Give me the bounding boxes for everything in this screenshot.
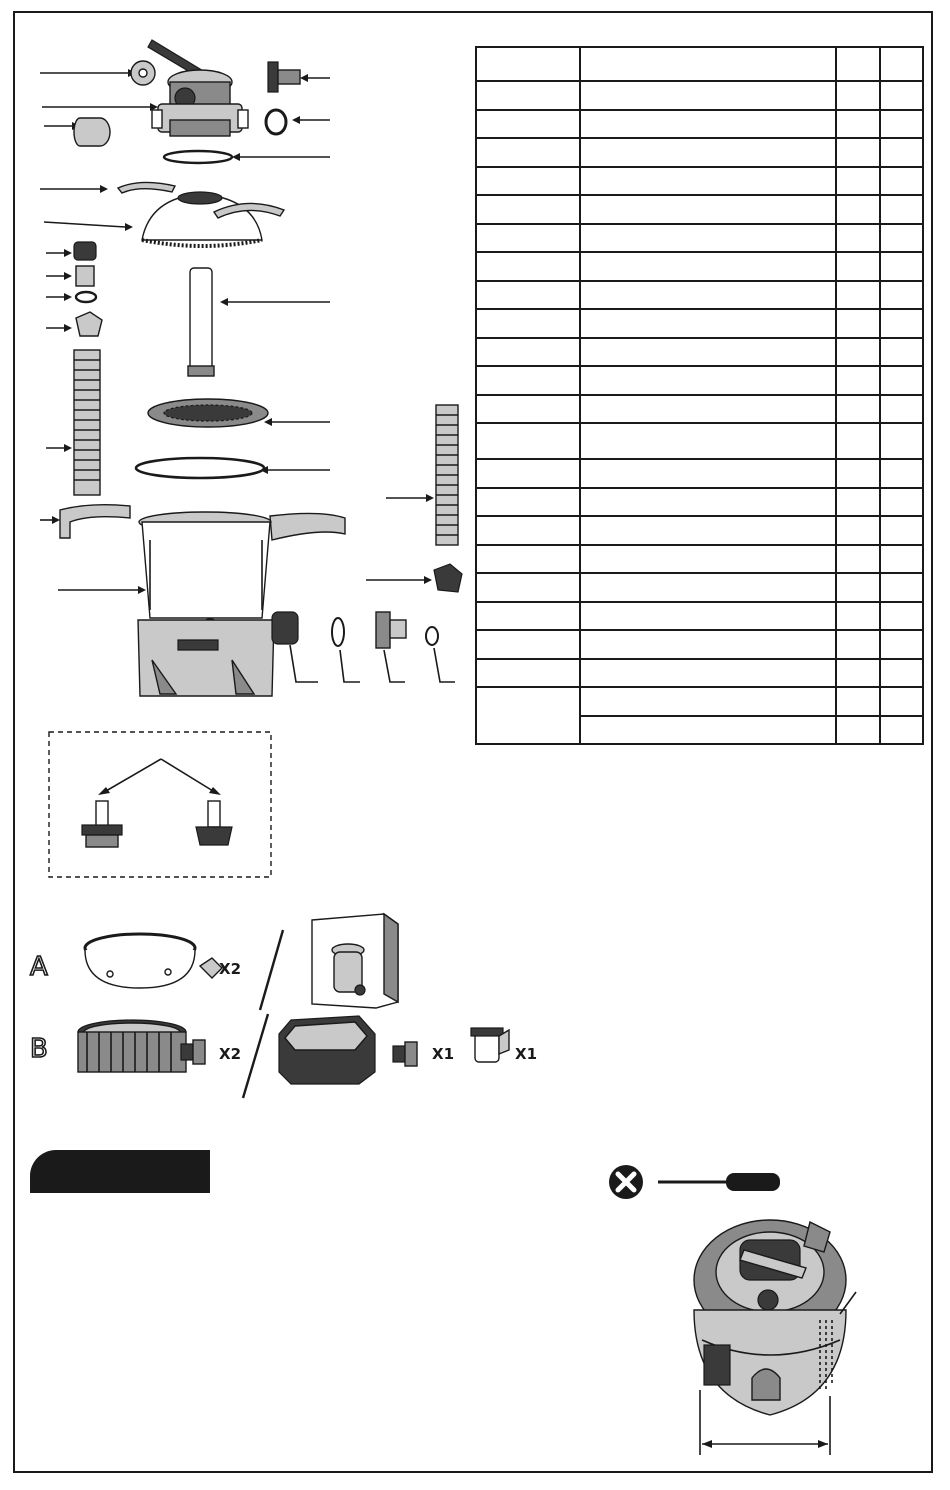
parts-table-cell (880, 195, 923, 224)
parts-table-cell (476, 110, 580, 139)
parts-table-cell (880, 687, 923, 716)
parts-table-cell (580, 138, 836, 167)
parts-table-row (476, 281, 923, 310)
parts-table-cell (880, 252, 923, 281)
parts-table-cell (476, 366, 580, 395)
parts-table-row (476, 224, 923, 253)
parts-table-row (476, 602, 923, 631)
parts-table-cell (476, 81, 580, 110)
parts-table-cell (580, 573, 836, 602)
option-a-illustrations (80, 910, 500, 1010)
hose-left (74, 350, 100, 495)
parts-table-cell (580, 630, 836, 659)
parts-table-cell (880, 459, 923, 488)
parts-table-cell (580, 516, 836, 545)
filter-lid (118, 182, 284, 246)
parts-table-cell (580, 224, 836, 253)
parts-table-cell (580, 338, 836, 367)
parts-table-cell (880, 423, 923, 459)
parts-table-cell (836, 338, 880, 367)
parts-table-cell (476, 602, 580, 631)
parts-table-cell (880, 309, 923, 338)
parts-table-cell (580, 309, 836, 338)
parts-table-row (476, 138, 923, 167)
parts-table-cell (476, 573, 580, 602)
parts-table-row (476, 516, 923, 545)
parts-table-cell (880, 110, 923, 139)
parts-table-cell (880, 659, 923, 688)
parts-table-cell (836, 252, 880, 281)
parts-table-cell (476, 224, 580, 253)
parts-table-cell (580, 459, 836, 488)
parts-table-cell (580, 716, 836, 745)
parts-table-row (476, 687, 923, 716)
parts-table-cell (880, 366, 923, 395)
parts-table-cell (836, 516, 880, 545)
parts-table-cell (880, 281, 923, 310)
parts-table-cell (476, 516, 580, 545)
parts-table-row (476, 110, 923, 139)
parts-table-cell (880, 338, 923, 367)
parts-table-cell (476, 659, 580, 688)
parts-table-row (476, 573, 923, 602)
parts-table-cell (580, 659, 836, 688)
parts-table-cell (880, 716, 923, 745)
parts-table-row (476, 545, 923, 574)
parts-table-cell (476, 687, 580, 744)
option-a-qty: X2 (219, 960, 242, 978)
parts-table-cell (580, 47, 836, 81)
parts-table-cell (880, 138, 923, 167)
parts-table-cell (880, 545, 923, 574)
parts-table-row (476, 81, 923, 110)
parts-table-row (476, 659, 923, 688)
parts-table-cell (836, 110, 880, 139)
parts-table-cell (580, 602, 836, 631)
parts-table-cell (476, 423, 580, 459)
parts-table-cell (476, 138, 580, 167)
parts-table-row (476, 195, 923, 224)
parts-table-cell (836, 687, 880, 716)
adapter-detail-box (48, 731, 273, 879)
section-header-tab (30, 1150, 210, 1193)
parts-table-cell (836, 81, 880, 110)
parts-table-cell (836, 138, 880, 167)
hose-right (436, 405, 458, 545)
parts-table-cell (836, 459, 880, 488)
option-b-qty-1: X2 (219, 1045, 242, 1063)
parts-table-cell (836, 630, 880, 659)
parts-table-cell (580, 195, 836, 224)
parts-table-row (476, 338, 923, 367)
parts-table-cell (836, 224, 880, 253)
parts-table-cell (580, 545, 836, 574)
parts-table-cell (476, 167, 580, 196)
parts-table-cell (880, 573, 923, 602)
parts-table-cell (836, 602, 880, 631)
parts-table-row (476, 423, 923, 459)
parts-table-cell (880, 224, 923, 253)
parts-table-cell (476, 195, 580, 224)
parts-table-cell (476, 338, 580, 367)
parts-table-row (476, 366, 923, 395)
option-b-qty-3: X1 (515, 1045, 538, 1063)
multiport-valve (148, 40, 248, 136)
parts-table-cell (580, 366, 836, 395)
parts-table-cell (580, 167, 836, 196)
parts-table-row (476, 167, 923, 196)
option-b-letter: B (30, 1034, 48, 1064)
assembled-filter-pump (680, 1210, 880, 1460)
parts-table-cell (836, 423, 880, 459)
parts-table-cell (880, 167, 923, 196)
parts-table-row (476, 459, 923, 488)
parts-table-cell (836, 281, 880, 310)
parts-table-cell (580, 252, 836, 281)
parts-table-cell (880, 47, 923, 81)
parts-table-cell (580, 110, 836, 139)
parts-table-cell (580, 281, 836, 310)
parts-table (475, 46, 924, 745)
parts-table-cell (880, 81, 923, 110)
parts-table-cell (476, 395, 580, 424)
parts-table-cell (880, 630, 923, 659)
parts-table-cell (580, 687, 836, 716)
parts-table-cell (880, 488, 923, 517)
lateral-plate (148, 399, 268, 427)
parts-table-cell (580, 488, 836, 517)
parts-table-cell (836, 309, 880, 338)
parts-table-row (476, 309, 923, 338)
parts-table-row (476, 252, 923, 281)
parts-table-cell (836, 47, 880, 81)
parts-table-cell (476, 309, 580, 338)
no-screwdriver-icon (606, 1162, 786, 1202)
parts-table-cell (476, 545, 580, 574)
parts-table-cell (880, 395, 923, 424)
parts-table-cell (836, 395, 880, 424)
option-b-illustrations (75, 1010, 538, 1100)
parts-table-cell (476, 459, 580, 488)
parts-table-cell (836, 167, 880, 196)
parts-table-cell (880, 602, 923, 631)
parts-table-cell (836, 195, 880, 224)
exploded-parts-diagram (0, 0, 470, 720)
parts-table-cell (836, 716, 880, 745)
parts-table-cell (580, 423, 836, 459)
parts-table-cell (476, 252, 580, 281)
parts-table-row (476, 488, 923, 517)
parts-table-row (476, 630, 923, 659)
parts-table-cell (836, 366, 880, 395)
parts-table-cell (476, 488, 580, 517)
parts-table-cell (836, 545, 880, 574)
parts-table-cell (476, 281, 580, 310)
parts-table-cell (836, 488, 880, 517)
parts-table-cell (580, 81, 836, 110)
filter-tank (138, 512, 274, 696)
parts-table-cell (476, 47, 580, 81)
parts-table-cell (580, 395, 836, 424)
parts-table-cell (836, 573, 880, 602)
parts-table-cell (476, 630, 580, 659)
parts-table-row (476, 395, 923, 424)
option-a-letter: A (30, 952, 48, 982)
parts-table-row (476, 47, 923, 81)
parts-table-cell (836, 659, 880, 688)
parts-table-cell (880, 516, 923, 545)
option-b-qty-2: X1 (432, 1045, 455, 1063)
